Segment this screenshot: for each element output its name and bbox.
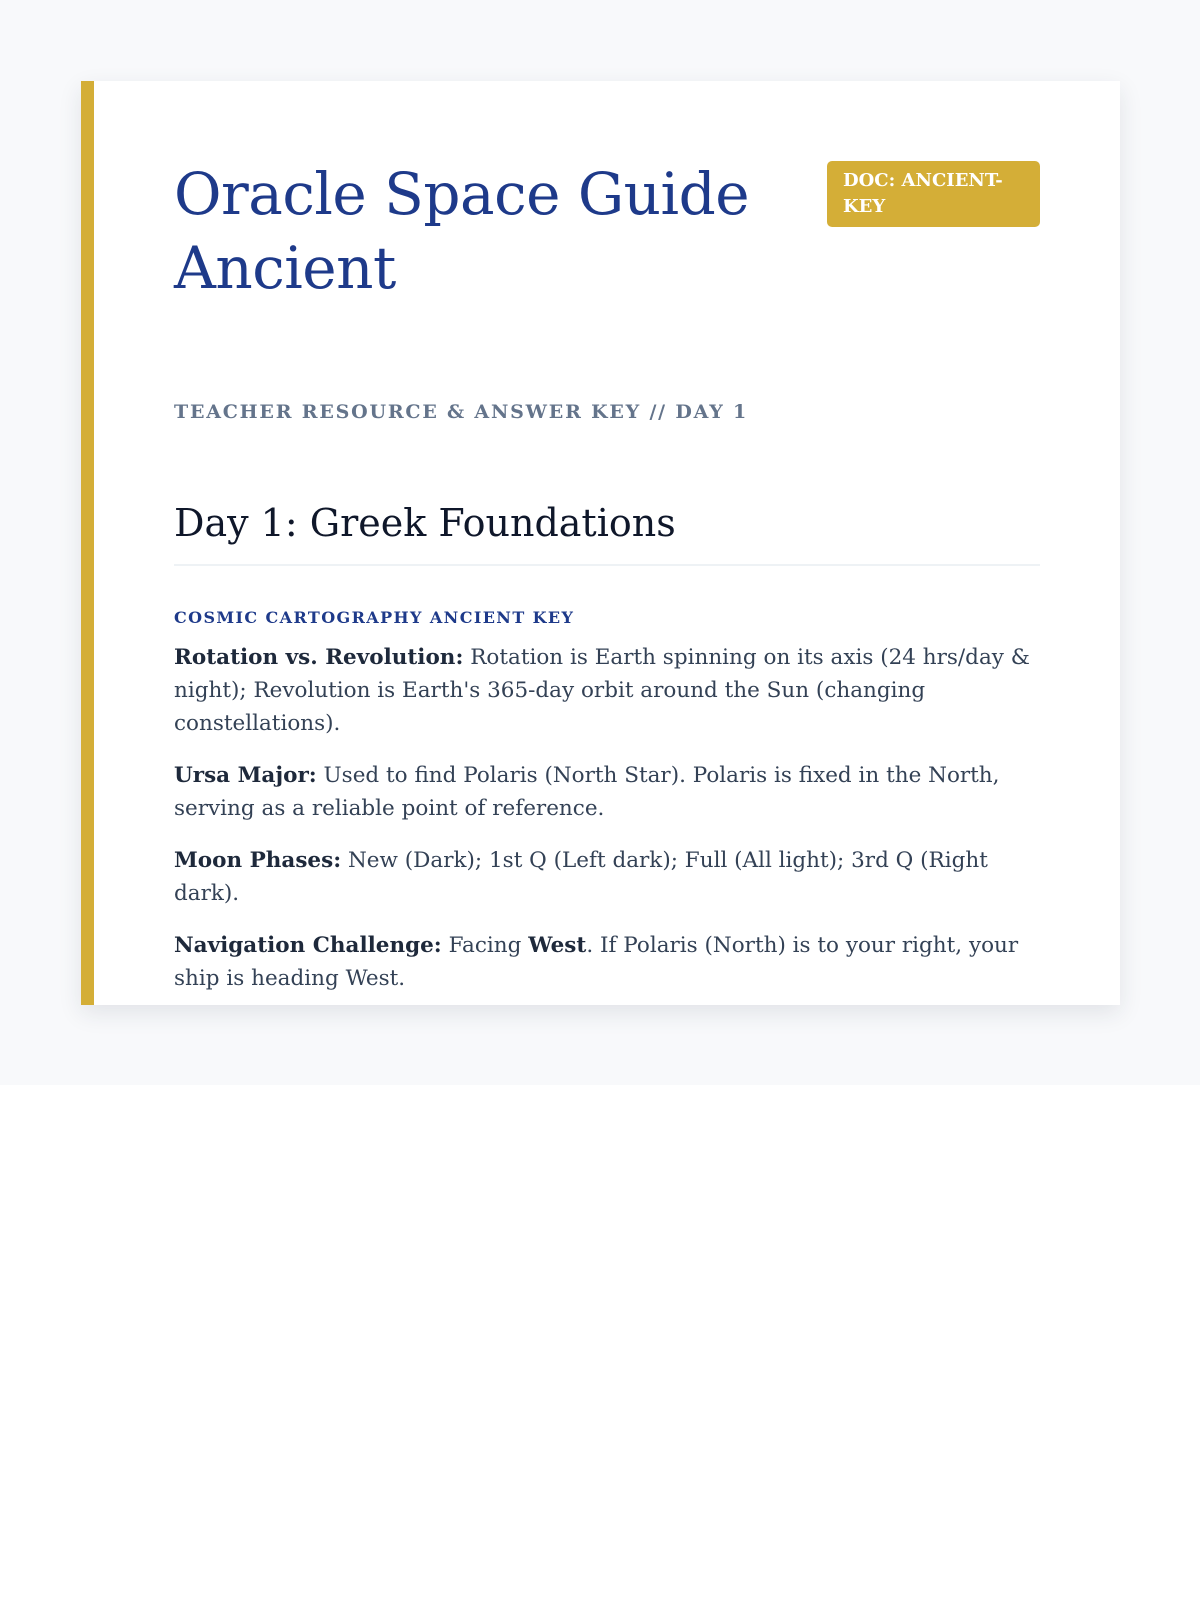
answer-text: Rotation is Earth spinning on its axis (24 hrs/day & night); Revolution is Earth's 365-day orbit around the Sun (changing constellations). [174, 645, 1030, 736]
answer-text-after: . If Polaris (North) is to your right, your ship is heading West. [174, 933, 1019, 991]
card-accent-bar [81, 81, 94, 1005]
answer-emphasis: West [528, 933, 587, 958]
answer-text: Used to find Polaris (North Star). Polaris is fixed in the North, serving as a reliable point of reference. [174, 763, 1000, 821]
document-header [174, 157, 1040, 387]
answer-item-ursa-major [174, 759, 1040, 825]
answer-item-rotation [174, 641, 1040, 740]
answer-term: Ursa Major: [174, 763, 317, 788]
document-card [81, 81, 1120, 1005]
answer-item-navigation [174, 929, 1040, 995]
answer-item-moon-phases [174, 844, 1040, 910]
answer-key-label: COSMIC CARTOGRAPHY ANCIENT KEY [174, 608, 575, 627]
answer-text-before: Facing [441, 933, 529, 958]
document-badge: DOC: ANCIENT-KEY [827, 161, 1040, 227]
card-content [174, 157, 1040, 991]
document-subtitle: TEACHER RESOURCE & ANSWER KEY // DAY 1 [174, 401, 749, 423]
section-title: Day 1: Greek Foundations [174, 500, 1040, 566]
answer-term: Rotation vs. Revolution: [174, 645, 464, 670]
answer-key-list [174, 641, 1040, 1014]
answer-term: Moon Phases: [174, 848, 342, 873]
answer-text: New (Dark); 1st Q (Left dark); Full (All light); 3rd Q (Right dark). [174, 848, 988, 906]
answer-term: Navigation Challenge: [174, 933, 442, 958]
document-title: Oracle Space Guide Ancient [174, 160, 750, 302]
